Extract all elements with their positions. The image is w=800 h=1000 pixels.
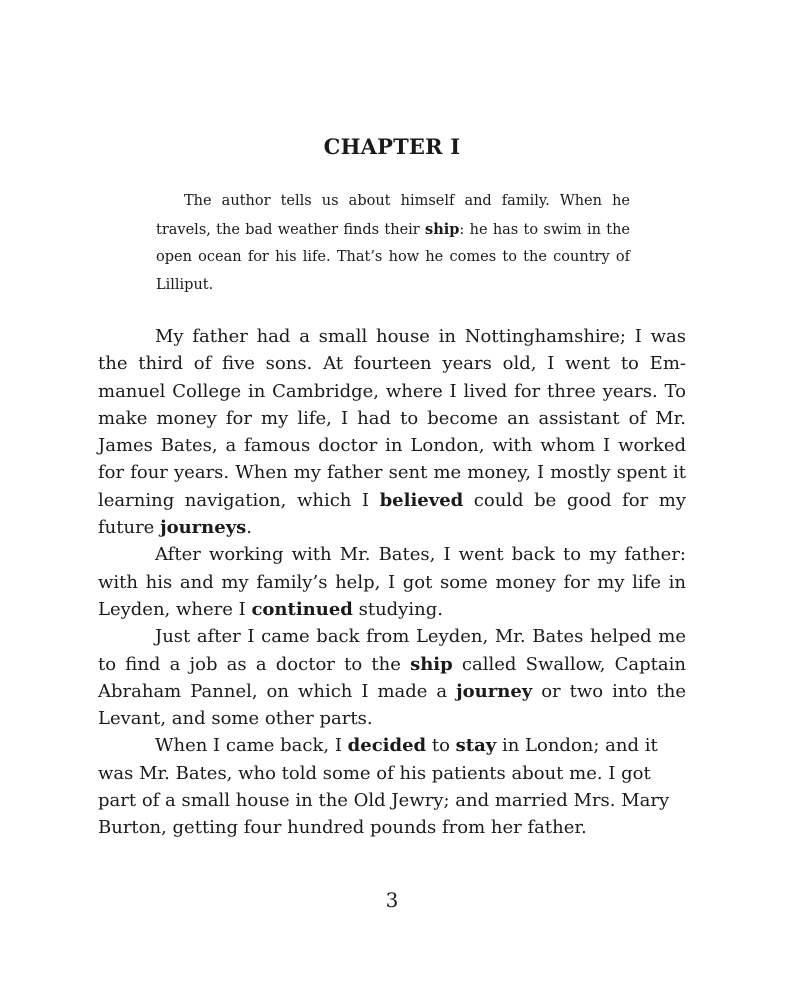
- bold-word: journeys: [160, 517, 247, 539]
- paragraph-text: studying.: [352, 598, 443, 620]
- bold-word: ship: [410, 653, 453, 675]
- paragraph-text: or two into the Levant, and some other parts.: [98, 680, 686, 730]
- chapter-body: [98, 323, 686, 842]
- page-number: 3: [385, 888, 399, 912]
- body-paragraph: [98, 323, 686, 541]
- paragraph-text: Just after I came back from Leyden, Mr. Bates helped me to find a job as a doctor to the: [98, 626, 686, 675]
- bold-word: journey: [456, 680, 533, 702]
- summary-bold-word: ship: [425, 220, 460, 238]
- paragraph-text: .: [246, 517, 253, 539]
- body-paragraph: [98, 541, 686, 623]
- chapter-title: CHAPTER I: [323, 134, 461, 159]
- paragraph-text: to: [426, 735, 456, 757]
- body-paragraph: [98, 732, 686, 841]
- paragraph-text: My father had a small house in Nottinghamshire; I was the third of five sons. At fourteen years old, I went to Emmanuel College in Cambridge, where I lived for three years. To make money for my life, I had to become an assistant of Mr. James Bates, a famous doctor in London, with whom I worked for four years. When my father sent me money, I mostly spent it learning navigation, which I: [98, 326, 686, 511]
- summary-text: The author tells us about himself and family. When he travels, the bad weather finds their: [156, 193, 630, 238]
- bold-word: decided: [347, 735, 427, 757]
- paragraph-text: in London; and it was Mr. Bates, who told some of his patients about me. I got part of a small house in the Old Jewry; and married Mrs. Mary Burton, getting four hundred pounds from her father.: [98, 735, 670, 839]
- paragraph-text: could be good for my future: [98, 489, 686, 539]
- bold-word: continued: [251, 598, 353, 620]
- paragraph-text: After working with Mr. Bates, I went back to my father: with his and my family’s help, I got some money for my life in Leyden, where I: [98, 544, 686, 620]
- bold-word: believed: [379, 489, 464, 511]
- paragraph-text: called Swallow, Captain Abraham Pannel, on which I made a: [98, 653, 686, 702]
- summary-text: : he has to swim in the open ocean for his life. That’s how he comes to the country of Lilliput.: [156, 221, 631, 294]
- bold-word: stay: [455, 735, 497, 757]
- body-paragraph: [98, 623, 686, 732]
- paragraph-text: When I came back, I: [155, 735, 348, 757]
- chapter-summary: [156, 188, 630, 300]
